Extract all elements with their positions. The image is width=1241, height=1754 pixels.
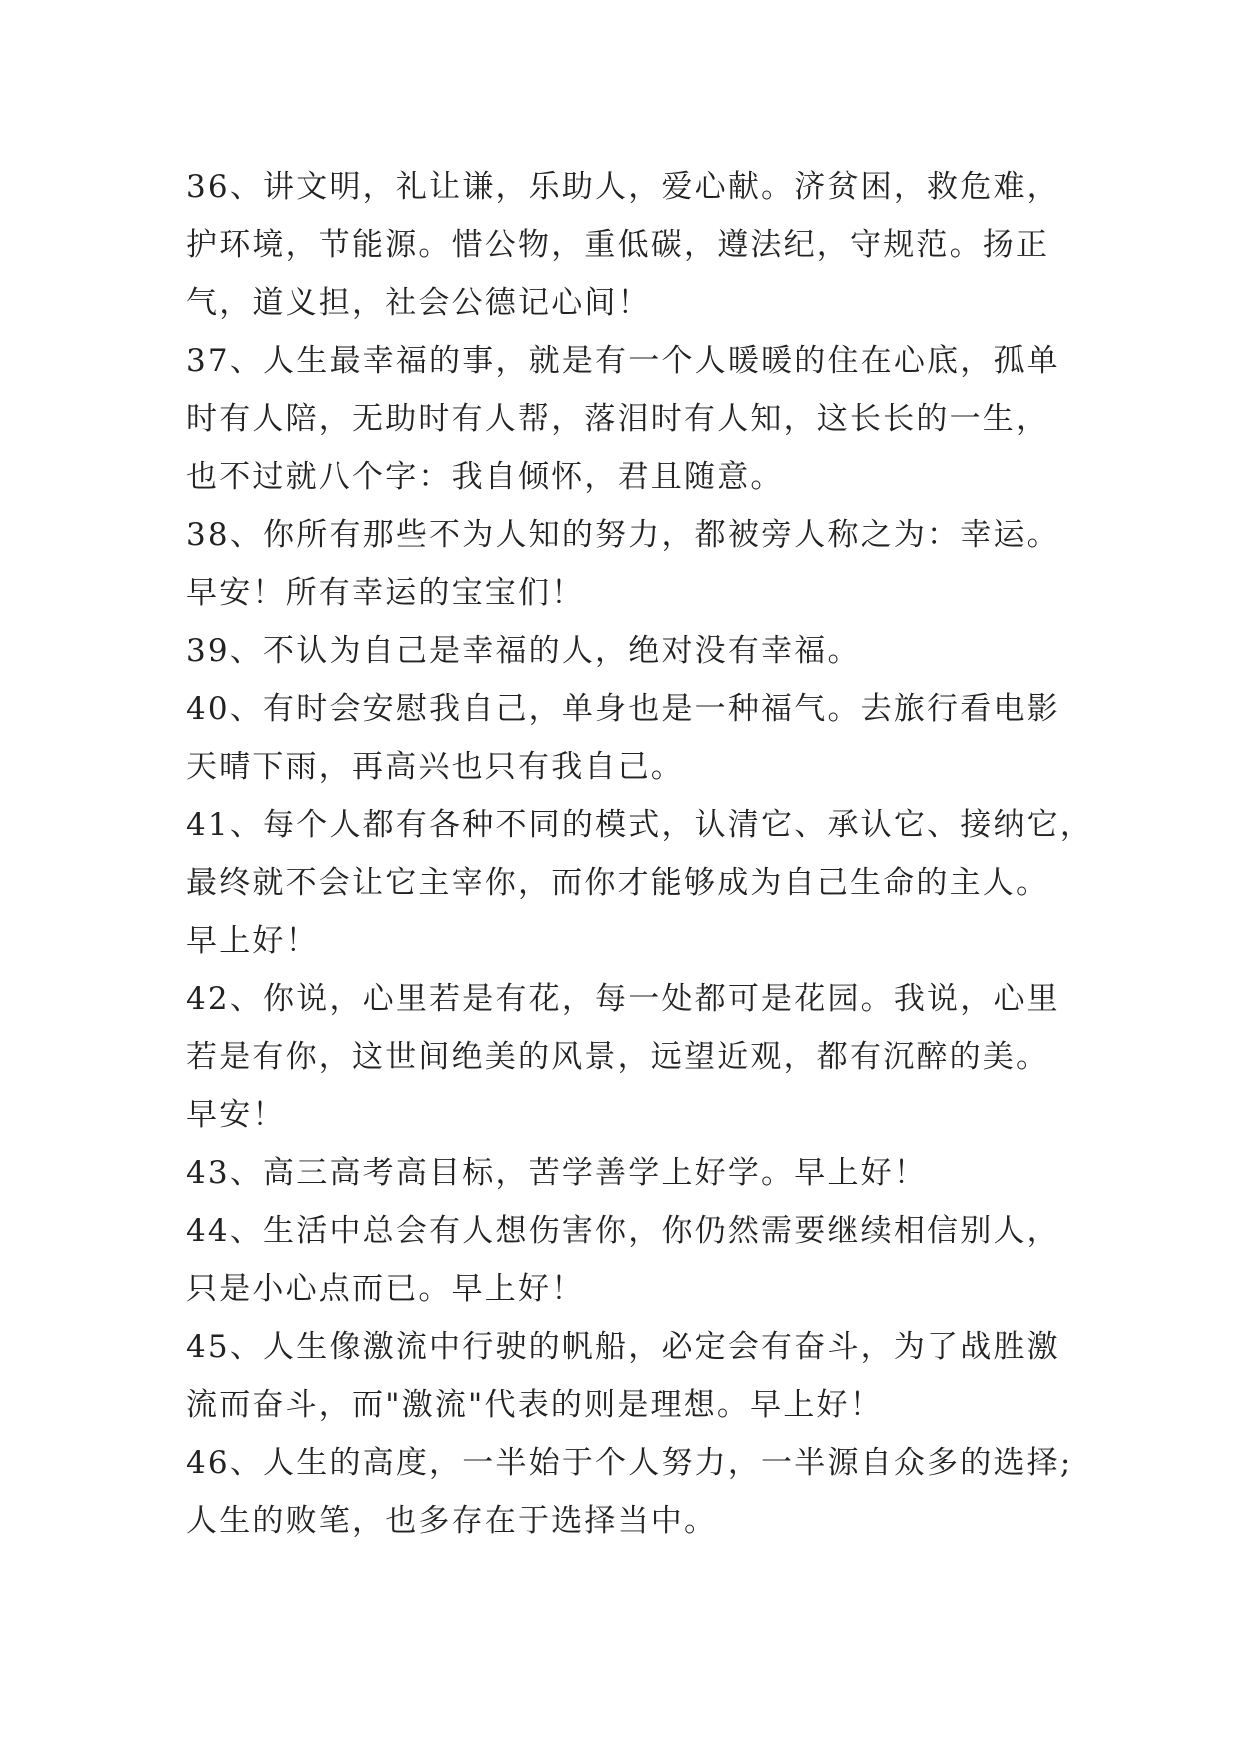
text-line: 38、你所有那些不为人知的努力，都被旁人称之为：幸运。 <box>186 517 1060 553</box>
text-line: 人生的败笔，也多存在于选择当中。 <box>186 1503 718 1539</box>
text-line: 41、每个人都有各种不同的模式，认清它、承认它、接纳它， <box>186 807 1094 843</box>
text-line: 流而奋斗，而"激流"代表的则是理想。早上好！ <box>186 1387 883 1423</box>
text-line: 也不过就八个字：我自倾怀，君且随意。 <box>186 459 784 495</box>
text-line: 天晴下雨，再高兴也只有我自己。 <box>186 749 684 785</box>
text-line: 43、高三高考高目标，苦学善学上好学。早上好！ <box>186 1155 928 1191</box>
text-line: 46、人生的高度，一半始于个人努力，一半源自众多的选择; <box>186 1445 1073 1481</box>
text-line: 护环境，节能源。惜公物，重低碳，遵法纪，守规范。扬正 <box>186 227 1050 263</box>
text-line: 44、生活中总会有人想伤害你，你仍然需要继续相信别人， <box>186 1213 1060 1249</box>
text-line: 36、讲文明，礼让谦，乐助人，爱心献。济贫困，救危难， <box>186 169 1060 205</box>
document-body <box>186 158 1094 1550</box>
text-line: 若是有你，这世间绝美的风景，远望近观，都有沉醉的美。 <box>186 1039 1050 1075</box>
text-line: 早安！所有幸运的宝宝们！ <box>186 575 585 611</box>
text-line: 45、人生像激流中行驶的帆船，必定会有奋斗，为了战胜激 <box>186 1329 1060 1365</box>
text-line: 早安！ <box>186 1097 286 1133</box>
text-line: 早上好！ <box>186 923 319 959</box>
text-line: 时有人陪，无助时有人帮，落泪时有人知，这长长的一生， <box>186 401 1050 437</box>
text-line: 气，道义担，社会公德记心间！ <box>186 285 651 321</box>
text-line: 39、不认为自己是幸福的人，绝对没有幸福。 <box>186 633 861 669</box>
text-line: 只是小心点而已。早上好！ <box>186 1271 585 1307</box>
text-line: 42、你说，心里若是有花，每一处都可是花园。我说，心里 <box>186 981 1060 1017</box>
text-line: 最终就不会让它主宰你，而你才能够成为自己生命的主人。 <box>186 865 1050 901</box>
text-line: 40、有时会安慰我自己，单身也是一种福气。去旅行看电影 <box>186 691 1060 727</box>
text-line: 37、人生最幸福的事，就是有一个人暖暖的住在心底，孤单 <box>186 343 1060 379</box>
